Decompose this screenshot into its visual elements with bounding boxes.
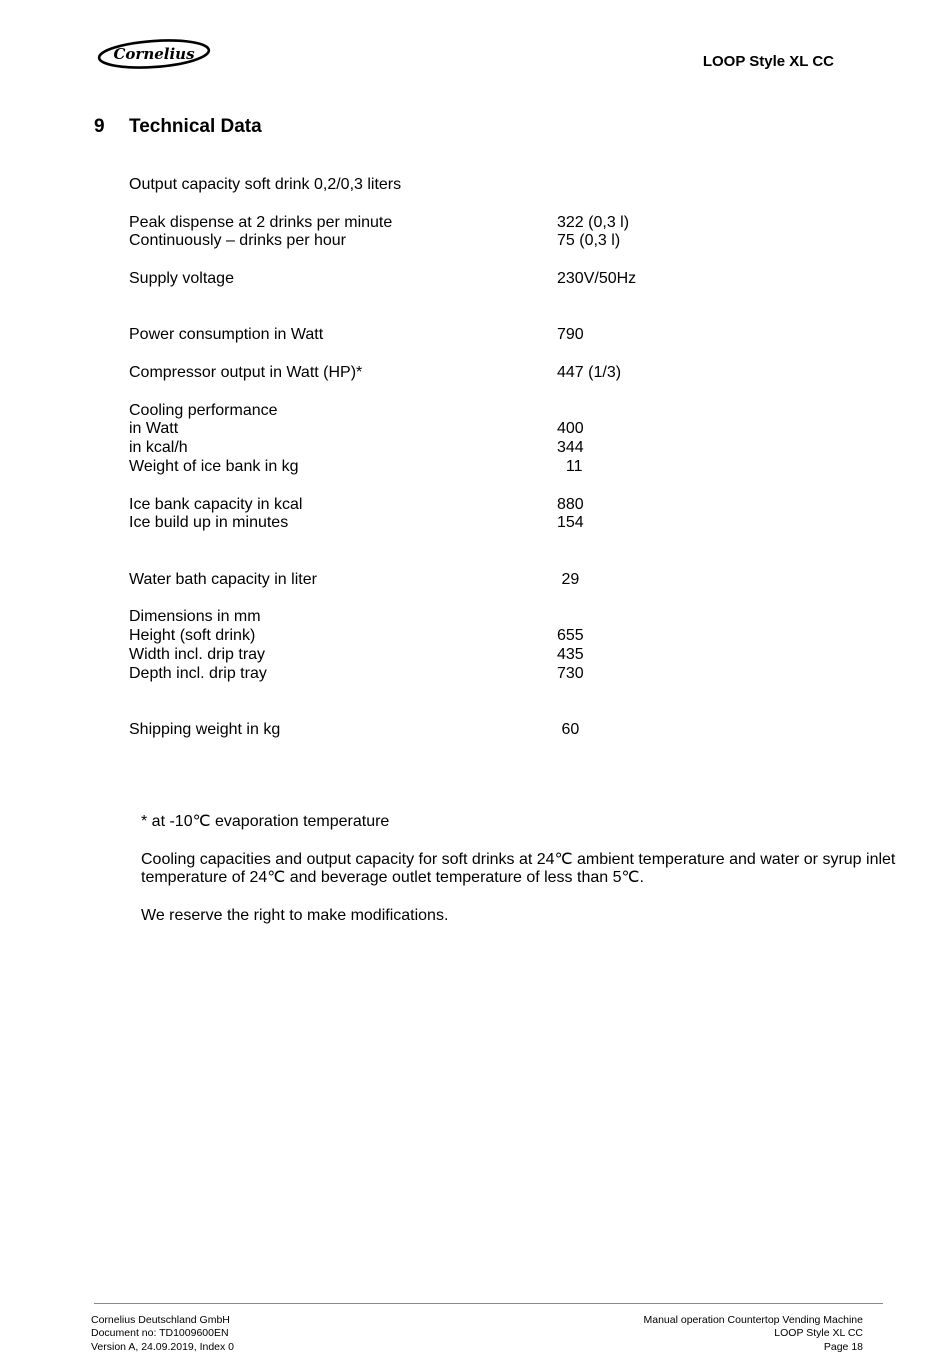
row-label: Supply voltage (129, 269, 234, 287)
row-value: 400 (557, 420, 584, 438)
row-label: Output capacity soft drink 0,2/0,3 liters (129, 176, 402, 193)
row-value: 230V/50Hz (557, 269, 637, 287)
row-value: 75 (0,3 l) (557, 232, 621, 250)
section-number: 9 (94, 116, 105, 137)
row-value: 730 (557, 664, 584, 682)
row-label: Cooling performance (129, 401, 278, 419)
footer-page-number: Page 18 (823, 1340, 863, 1353)
footer-version: Version A, 24.09.2019, Index 0 (91, 1340, 235, 1353)
row-value: 11 (557, 457, 583, 475)
row-label: Power consumption in Watt (129, 326, 324, 344)
row-value: 435 (557, 645, 584, 663)
section-title: Technical Data (129, 116, 262, 137)
logo-wordmark: Cornelius (113, 45, 195, 63)
row-value: 344 (557, 439, 584, 457)
row-label: Water bath capacity in liter (129, 570, 317, 588)
row-value: 322 (0,3 l) (557, 213, 630, 231)
row-value: 29 (557, 570, 580, 588)
footer-manual-title: Manual operation Countertop Vending Machine (643, 1314, 863, 1326)
row-label: Width incl. drip tray (129, 645, 266, 663)
section-heading (94, 116, 262, 138)
footer-product: LOOP Style XL CC (774, 1327, 863, 1340)
row-label: Peak dispense at 2 drinks per minute (129, 213, 393, 231)
row-label: Depth incl. drip tray (129, 664, 267, 682)
row-label: Shipping weight in kg (129, 721, 281, 739)
row-label: Ice bank capacity in kcal (129, 495, 303, 513)
row-value: 655 (557, 627, 584, 645)
footer-divider (94, 1303, 883, 1304)
reservation-text: We reserve the right to make modifications. (141, 906, 449, 924)
row-label: Compressor output in Watt (HP)* (129, 363, 363, 381)
row-label: in Watt (129, 420, 179, 438)
row-label: in kcal/h (129, 439, 188, 457)
row-value: 60 (557, 721, 580, 739)
footer-document-no: Document no: TD1009600EN (91, 1327, 229, 1340)
row-value: 880 (557, 495, 584, 513)
footer-right (644, 1314, 864, 1354)
cornelius-logo (97, 38, 211, 70)
row-label: Height (soft drink) (129, 627, 256, 645)
footer-left (91, 1314, 234, 1354)
notes-block (141, 813, 901, 945)
row-label: Dimensions in mm (129, 608, 261, 626)
row-value: 790 (557, 326, 584, 344)
row-label: Continuously – drinks per hour (129, 232, 347, 250)
row-value: 154 (557, 514, 584, 532)
conditions-text: Cooling capacities and output capacity for soft drinks at 24℃ ambient temperature and water or syrup inlet temperature of 24℃ and beverage outlet temperature of less than 5℃. (141, 850, 896, 887)
footnote-text: * at -10℃ evaporation temperature (141, 813, 390, 830)
footer-company: Cornelius Deutschland GmbH (91, 1314, 230, 1326)
document-header-title: LOOP Style XL CC (702, 53, 834, 70)
row-label: Ice build up in minutes (129, 514, 289, 532)
row-label: Weight of ice bank in kg (129, 457, 299, 475)
row-value: 447 (1/3) (557, 363, 622, 381)
